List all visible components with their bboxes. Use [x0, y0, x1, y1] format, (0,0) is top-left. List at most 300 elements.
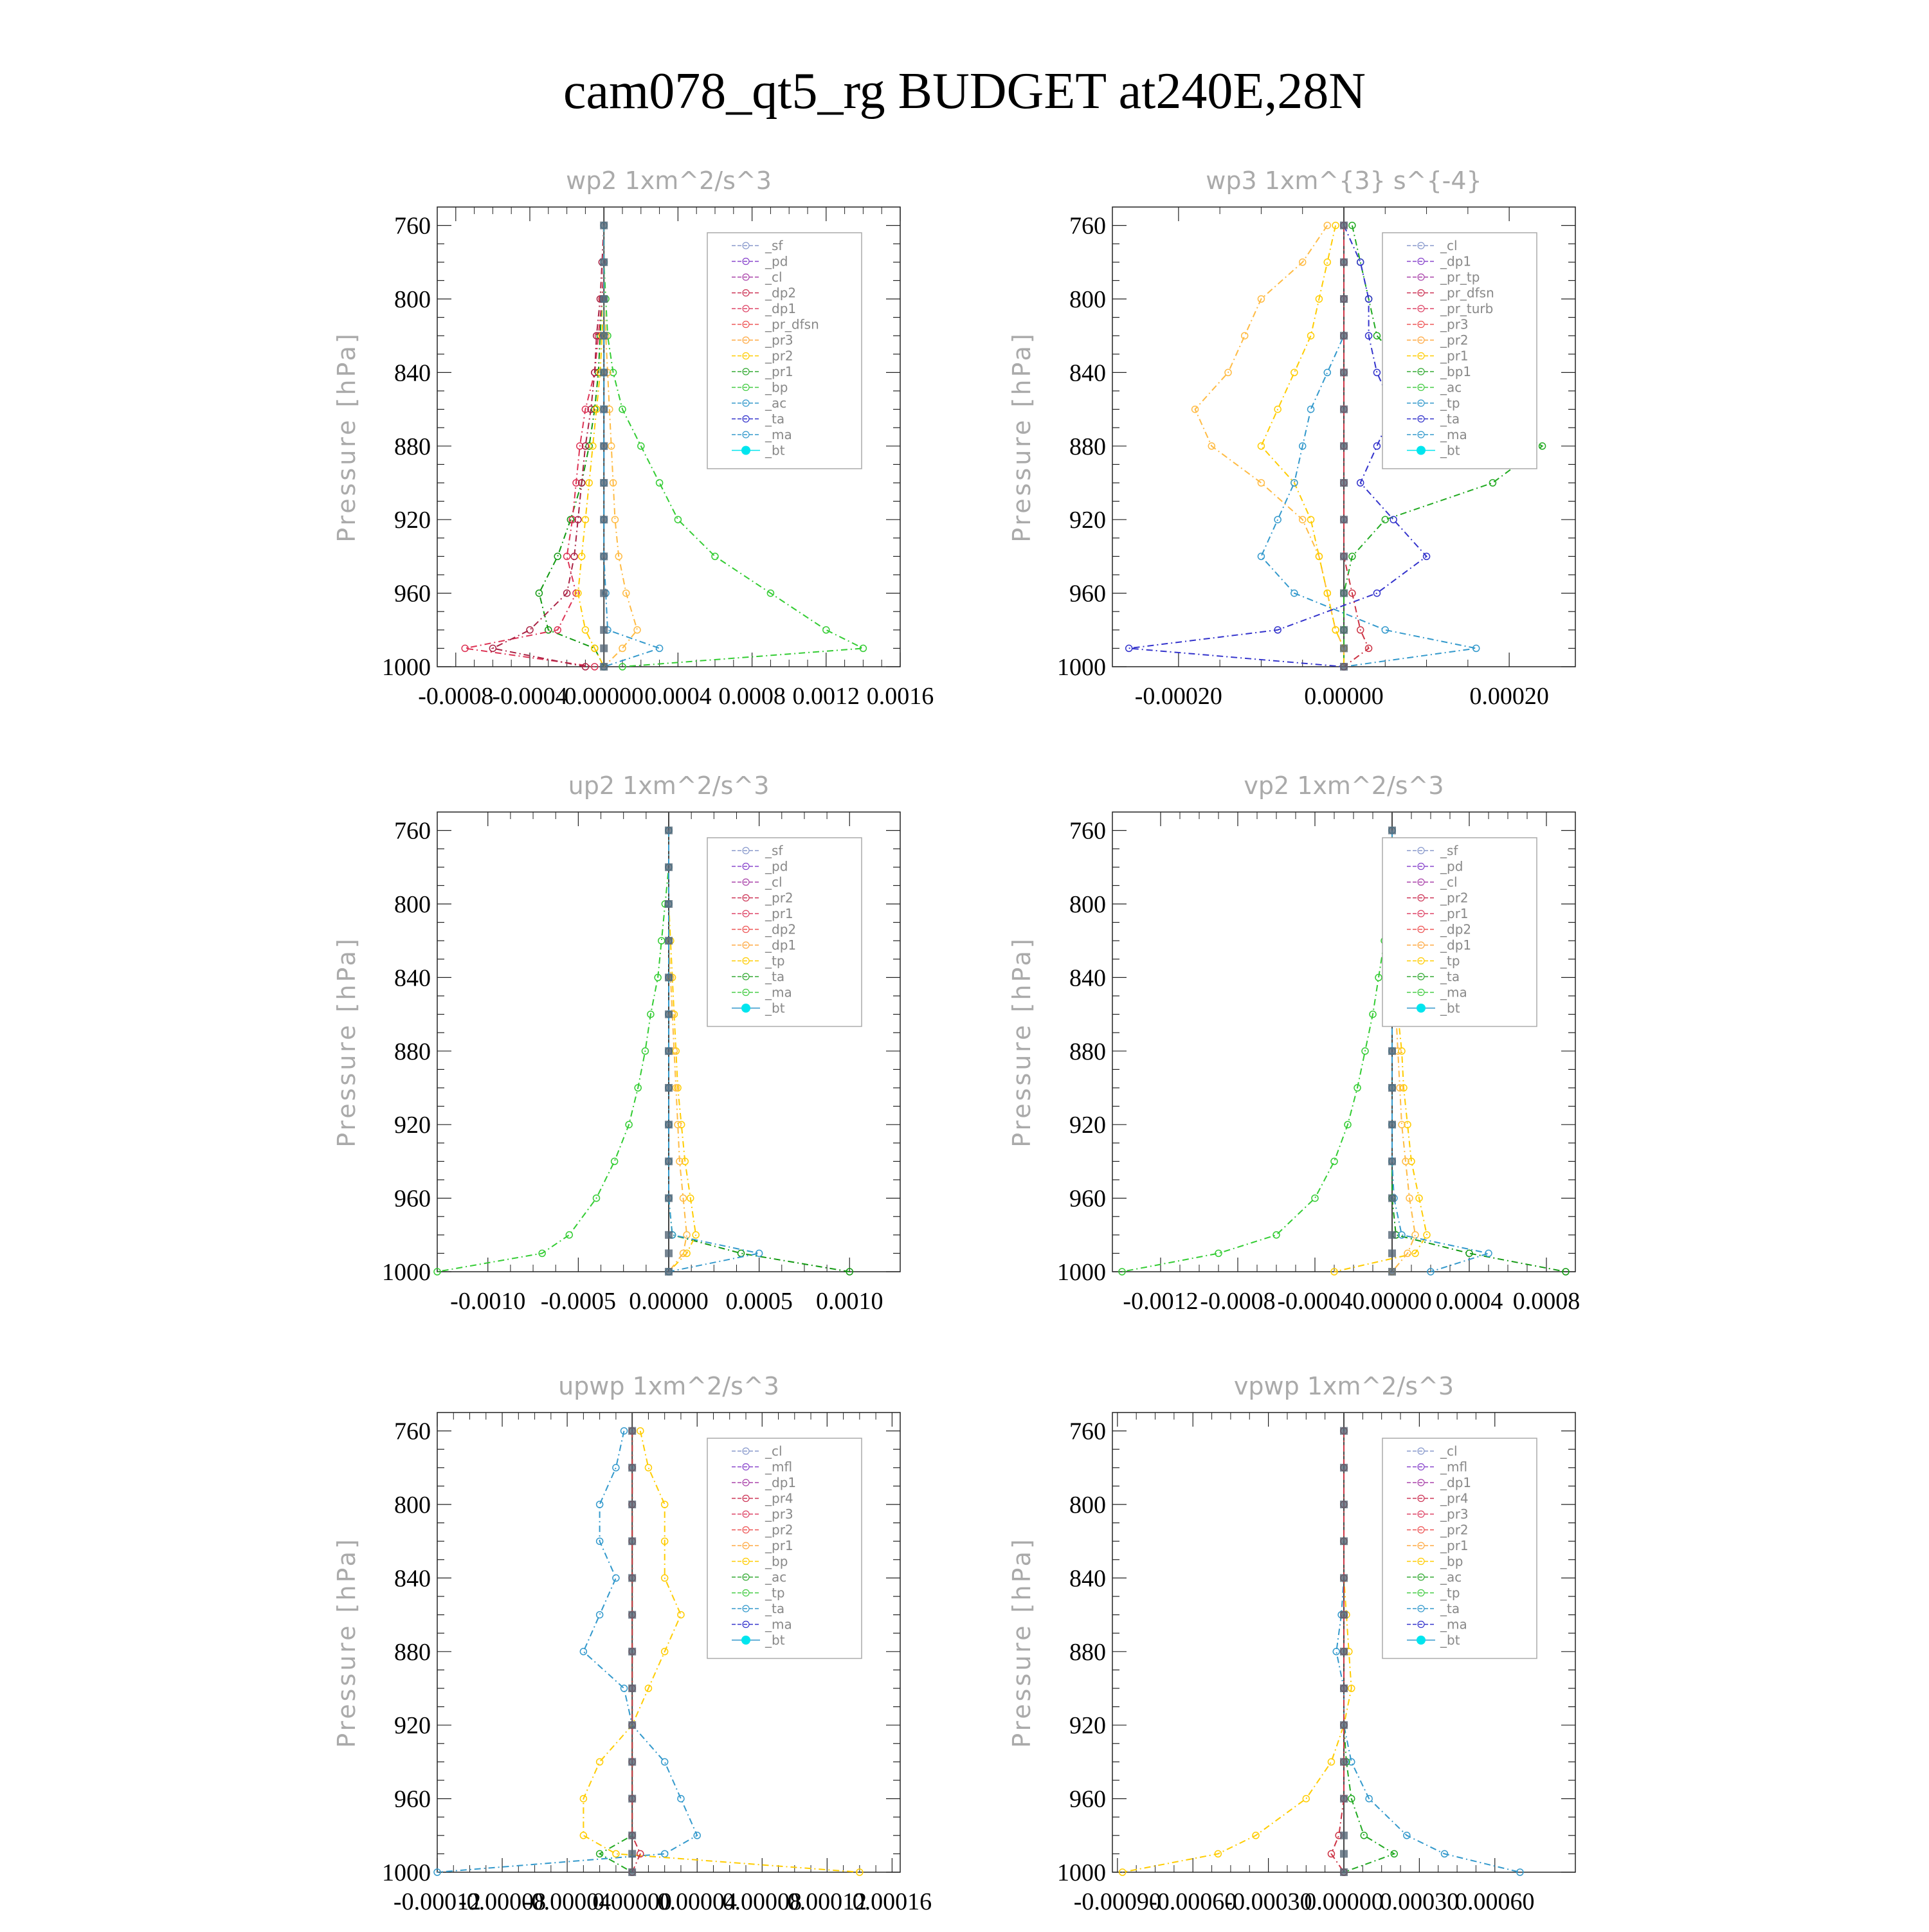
zero-marker	[1340, 1832, 1348, 1839]
legend-entry: _sf	[765, 238, 783, 253]
zero-marker	[1340, 332, 1348, 339]
legend-entry: _pr4	[1440, 1490, 1469, 1506]
legend-entry: _pr4	[765, 1490, 793, 1506]
legend-entry: _pr2	[765, 1522, 793, 1538]
legend-entry: _pr1	[1440, 906, 1469, 921]
zero-marker	[600, 295, 608, 303]
y-axis-label: Pressure [hPa]	[332, 936, 361, 1148]
y-tick-label: 1000	[382, 1259, 431, 1286]
chart-panel-4	[1008, 772, 1580, 1315]
zero-marker	[1340, 1464, 1348, 1472]
data-point	[1390, 516, 1397, 523]
zero-marker	[665, 1268, 673, 1276]
data-point	[1485, 1250, 1492, 1256]
panel-title: wp2 1xm^2/s^3	[566, 167, 772, 195]
legend-entry: _pr1	[765, 906, 793, 921]
y-tick-label: 880	[394, 1038, 431, 1065]
x-tick-label: 0.0010	[816, 1288, 883, 1315]
chart-panel-1	[332, 167, 934, 710]
legend-marker	[741, 1004, 750, 1013]
zero-marker	[1388, 1231, 1396, 1239]
legend-entry: _dp1	[1440, 937, 1472, 953]
legend-entry: _pd	[765, 858, 788, 874]
zero-marker	[628, 1832, 636, 1839]
legend-entry: _ma	[1440, 427, 1467, 442]
zero-marker	[628, 1574, 636, 1582]
data-point	[580, 1832, 586, 1839]
y-tick-label: 880	[1069, 433, 1106, 460]
zero-marker	[1340, 1795, 1348, 1803]
y-tick-label: 840	[1069, 1565, 1106, 1593]
zero-marker	[665, 1084, 673, 1092]
data-point	[1308, 332, 1314, 339]
zero-marker	[665, 1157, 673, 1165]
data-point	[554, 553, 561, 559]
series-line_pr1	[1195, 226, 1344, 667]
zero-marker	[628, 1721, 636, 1729]
legend-entry: _pr3	[1440, 1506, 1469, 1522]
zero-marker	[628, 1868, 636, 1876]
series-line_tp	[437, 1431, 697, 1872]
zero-marker	[628, 1648, 636, 1656]
data-point	[1331, 1158, 1337, 1164]
zero-marker	[1340, 1574, 1348, 1582]
y-tick-label: 800	[394, 891, 431, 918]
y-axis-label: Pressure [hPa]	[332, 1537, 361, 1748]
y-tick-label: 920	[1069, 1112, 1106, 1139]
y-tick-label: 800	[394, 1492, 431, 1519]
legend-entry: _pr1	[765, 364, 793, 379]
y-tick-label: 840	[394, 359, 431, 387]
data-point	[1274, 516, 1281, 523]
x-tick-label: 0.00000	[1352, 1288, 1432, 1315]
data-point	[1324, 369, 1330, 375]
legend-entry: _dp2	[765, 285, 797, 301]
zero-marker	[1340, 258, 1348, 266]
zero-marker	[1340, 1758, 1348, 1765]
legend-entry: _pd	[1440, 858, 1463, 874]
x-tick-label: 0.00000	[1304, 1888, 1384, 1915]
x-tick-label: 0.0008	[1512, 1288, 1580, 1315]
panel-title: wp3 1xm^{3} s^{-4}	[1206, 167, 1482, 195]
y-tick-label: 880	[1069, 1038, 1106, 1065]
legend-entry: _bt	[765, 1632, 785, 1648]
legend-entry: _bt	[1440, 442, 1460, 458]
zero-marker	[1340, 663, 1348, 671]
legend-entry: _tp	[1440, 953, 1460, 969]
data-point	[613, 1850, 619, 1857]
y-tick-label: 960	[394, 1185, 431, 1213]
zero-marker	[600, 368, 608, 376]
zero-marker	[1340, 1427, 1348, 1435]
data-point	[1489, 480, 1496, 486]
page-title: cam078_qt5_rg BUDGET at240E,28N	[563, 63, 1366, 120]
legend-entry: _pr1	[765, 1538, 793, 1553]
data-point	[1242, 332, 1248, 339]
zero-marker	[1340, 368, 1348, 376]
zero-marker	[628, 1758, 636, 1765]
zero-marker	[665, 1121, 673, 1128]
legend-entry: _bp1	[1440, 364, 1472, 379]
y-tick-label: 760	[1069, 817, 1106, 845]
data-point	[634, 627, 640, 633]
data-point	[684, 1232, 690, 1238]
y-tick-label: 1000	[1057, 1259, 1106, 1286]
zero-marker	[600, 590, 608, 597]
zero-marker	[600, 258, 608, 266]
legend-entry: _dp1	[1440, 253, 1472, 269]
series-line_bp	[600, 1431, 633, 1872]
zero-marker	[1340, 1537, 1348, 1545]
legend-entry: _ma	[765, 1616, 792, 1632]
data-point	[678, 1796, 684, 1802]
zero-marker	[1388, 1195, 1396, 1202]
data-point	[597, 1612, 603, 1618]
data-point	[738, 1250, 745, 1256]
legend-marker	[741, 446, 750, 455]
data-point	[1258, 443, 1264, 449]
data-point	[657, 480, 663, 486]
legend-marker	[1417, 1004, 1426, 1013]
zero-marker	[665, 863, 673, 871]
data-point	[611, 1158, 618, 1164]
y-tick-label: 840	[1069, 964, 1106, 992]
x-tick-label: -0.0008	[418, 683, 494, 710]
x-tick-label: 0.00012	[787, 1888, 867, 1915]
y-tick-label: 840	[394, 1565, 431, 1593]
y-tick-label: 960	[394, 580, 431, 608]
data-point	[1373, 443, 1380, 449]
y-tick-label: 880	[1069, 1638, 1106, 1666]
legend-entry: _ma	[765, 427, 792, 442]
legend-entry: _pr_dfsn	[765, 316, 819, 332]
legend-entry: _bp	[1440, 1553, 1463, 1569]
chart-panel-3	[332, 772, 900, 1315]
y-tick-label: 880	[394, 433, 431, 460]
zero-marker	[600, 663, 608, 671]
y-tick-label: 960	[1069, 1785, 1106, 1813]
zero-marker	[600, 442, 608, 450]
x-tick-label: -0.00090	[1073, 1888, 1161, 1915]
x-tick-label: -0.0012	[1123, 1288, 1199, 1315]
y-tick-label: 800	[1069, 286, 1106, 313]
y-tick-label: 1000	[382, 654, 431, 681]
data-point	[566, 1232, 572, 1238]
data-point	[613, 1465, 619, 1471]
zero-marker	[1340, 222, 1348, 230]
legend-entry: _pr_tp	[1440, 269, 1480, 285]
legend-entry: _bp	[765, 379, 788, 395]
zero-marker	[1388, 1084, 1396, 1092]
y-axis-label: Pressure [hPa]	[1008, 1537, 1036, 1748]
legend-entry: _ma	[1440, 984, 1467, 1000]
series-line_ta	[1129, 226, 1427, 667]
y-axis-label: Pressure [hPa]	[1008, 936, 1036, 1148]
x-tick-label: 0.00060	[1455, 1888, 1535, 1915]
legend-entry: _pr2	[765, 348, 793, 364]
x-tick-label: -0.00008	[458, 1888, 547, 1915]
legend-entry: _ta	[765, 969, 785, 984]
data-point	[678, 1612, 684, 1618]
chart-panel-2	[1008, 167, 1575, 710]
legend-entry: _pr3	[765, 1506, 793, 1522]
y-tick-label: 960	[394, 1785, 431, 1813]
data-point	[621, 1685, 628, 1692]
data-point	[1361, 1832, 1367, 1839]
data-point	[1382, 516, 1388, 523]
x-tick-label: -0.0005	[540, 1288, 616, 1315]
x-tick-label: 0.0016	[866, 683, 934, 710]
x-tick-label: 0.0012	[792, 683, 860, 710]
zero-marker	[600, 406, 608, 413]
data-point	[611, 516, 618, 523]
x-tick-label: 0.00030	[1379, 1888, 1460, 1915]
legend-entry: _ma	[1440, 1616, 1467, 1632]
zero-marker	[628, 1684, 636, 1692]
legend-entry: _cl	[765, 874, 783, 890]
y-tick-label: 1000	[1057, 654, 1106, 681]
zero-marker	[600, 552, 608, 560]
legend-entry: _dp2	[765, 921, 797, 937]
data-point	[597, 1758, 603, 1765]
zero-marker	[1340, 406, 1348, 413]
zero-marker	[600, 626, 608, 634]
legend-entry: _bp	[765, 1553, 788, 1569]
y-tick-label: 800	[394, 286, 431, 313]
x-tick-label: -0.00060	[1149, 1888, 1237, 1915]
legend-entry: _dp2	[1440, 921, 1472, 937]
y-tick-label: 920	[1069, 507, 1106, 534]
x-tick-label: -0.0010	[450, 1288, 526, 1315]
x-tick-label: 0.00020	[1469, 683, 1549, 710]
data-point	[675, 516, 681, 523]
y-tick-label: 760	[394, 817, 431, 845]
x-tick-label: 0.00008	[722, 1888, 802, 1915]
panel-title: up2 1xm^2/s^3	[568, 772, 770, 800]
data-point	[597, 1501, 603, 1508]
x-tick-label: 0.00000	[629, 1288, 709, 1315]
y-tick-label: 920	[394, 507, 431, 534]
y-tick-label: 760	[1069, 212, 1106, 240]
zero-marker	[1388, 1249, 1396, 1257]
legend-entry: _ta	[1440, 411, 1460, 427]
zero-marker	[1340, 1721, 1348, 1729]
legend-entry: _ac	[1440, 379, 1462, 395]
panel-title: vpwp 1xm^2/s^3	[1233, 1372, 1454, 1400]
zero-marker	[1388, 1157, 1396, 1165]
legend-entry: _pr1	[1440, 348, 1469, 364]
data-point	[613, 1575, 619, 1581]
data-point	[1373, 332, 1380, 339]
legend-entry: _tp	[1440, 395, 1460, 411]
data-point	[1273, 1232, 1280, 1238]
zero-marker	[1340, 1850, 1348, 1857]
legend-entry: _cl	[1440, 238, 1458, 253]
x-tick-label: 0.00000	[1304, 683, 1384, 710]
zero-marker	[1388, 827, 1396, 835]
zero-marker	[600, 644, 608, 652]
legend-entry: _pr3	[1440, 316, 1469, 332]
y-tick-label: 840	[394, 964, 431, 992]
data-point	[712, 553, 718, 559]
legend-entry: _cl	[1440, 1443, 1458, 1459]
data-point	[1291, 369, 1298, 375]
legend-entry: _bt	[765, 442, 785, 458]
zero-marker	[1340, 626, 1348, 634]
legend-entry: _pr1	[1440, 1538, 1469, 1553]
x-tick-label: -0.0004	[1277, 1288, 1353, 1315]
zero-marker	[665, 973, 673, 981]
zero-marker	[600, 516, 608, 523]
data-point	[580, 1648, 586, 1655]
x-tick-label: -0.00030	[1224, 1888, 1312, 1915]
x-tick-label: 0.00000	[564, 683, 644, 710]
zero-marker	[665, 937, 673, 944]
zero-marker	[1340, 590, 1348, 597]
zero-marker	[1388, 1121, 1396, 1128]
legend-entry: _tp	[1440, 1585, 1460, 1601]
series-line_dp2	[493, 226, 604, 667]
x-tick-label: 0.00000	[592, 1888, 672, 1915]
data-point	[657, 645, 663, 651]
data-point	[1258, 553, 1264, 559]
y-tick-label: 760	[1069, 1418, 1106, 1445]
zero-marker	[665, 1011, 673, 1018]
zero-marker	[628, 1501, 636, 1508]
zero-marker	[1340, 295, 1348, 303]
legend-entry: _ma	[765, 984, 792, 1000]
x-tick-label: -0.0008	[1200, 1288, 1276, 1315]
y-axis-label: Pressure [hPa]	[332, 331, 361, 543]
data-point	[645, 1465, 651, 1471]
y-tick-label: 920	[1069, 1712, 1106, 1740]
chart-panel-5	[332, 1372, 932, 1915]
zero-marker	[628, 1611, 636, 1619]
series-line_pr3	[604, 226, 637, 667]
zero-marker	[665, 1195, 673, 1202]
x-tick-label: 0.00016	[852, 1888, 932, 1915]
zero-marker	[628, 1427, 636, 1435]
y-tick-label: 760	[394, 1418, 431, 1445]
zero-marker	[665, 827, 673, 835]
zero-marker	[1340, 479, 1348, 487]
y-tick-label: 1000	[1057, 1859, 1106, 1886]
y-tick-label: 920	[394, 1712, 431, 1740]
legend-entry: _ta	[1440, 969, 1460, 984]
series-line_ac	[604, 226, 659, 667]
y-tick-label: 800	[1069, 1492, 1106, 1519]
legend-entry: _ac	[765, 1569, 787, 1585]
legend-entry: _dp1	[765, 937, 797, 953]
legend-entry: _cl	[1440, 874, 1458, 890]
legend-marker	[1417, 1636, 1426, 1645]
data-point	[658, 937, 665, 944]
legend-marker	[741, 1636, 750, 1645]
zero-marker	[665, 1249, 673, 1257]
y-tick-label: 920	[394, 1112, 431, 1139]
panel-title: upwp 1xm^2/s^3	[558, 1372, 779, 1400]
zero-marker	[628, 1464, 636, 1472]
panel-title: vp2 1xm^2/s^3	[1244, 772, 1444, 800]
legend-entry: _ac	[765, 395, 787, 411]
x-tick-label: 0.00004	[657, 1888, 737, 1915]
legend-entry: _pr2	[1440, 332, 1469, 348]
zero-marker	[1340, 552, 1348, 560]
data-point	[586, 443, 592, 449]
data-point	[1312, 1195, 1318, 1202]
legend-entry: _cl	[765, 269, 783, 285]
legend-marker	[1417, 446, 1426, 455]
legend-entry: _dp1	[765, 1475, 797, 1490]
legend-entry: _pr_dfsn	[1440, 285, 1494, 301]
zero-marker	[1388, 1268, 1396, 1276]
data-point	[1328, 1758, 1334, 1765]
legend-entry: _mfl	[765, 1459, 793, 1475]
y-tick-label: 960	[1069, 580, 1106, 608]
zero-marker	[628, 1795, 636, 1803]
legend-entry: _pr3	[765, 332, 793, 348]
x-tick-label: 0.0004	[644, 683, 712, 710]
legend-entry: _pr2	[1440, 890, 1469, 906]
legend-entry: _dp1	[765, 301, 797, 316]
legend-entry: _bt	[765, 1000, 785, 1016]
x-tick-label: -0.00004	[523, 1888, 611, 1915]
zero-marker	[665, 1047, 673, 1055]
data-point	[662, 1758, 668, 1765]
data-point	[1373, 369, 1380, 375]
x-tick-label: 0.0004	[1435, 1288, 1503, 1315]
legend-entry: _pr2	[765, 890, 793, 906]
zero-marker	[665, 1231, 673, 1239]
zero-marker	[1340, 1611, 1348, 1619]
zero-marker	[628, 1537, 636, 1545]
legend-entry: _sf	[765, 843, 783, 858]
zero-marker	[600, 222, 608, 230]
legend-entry: _mfl	[1440, 1459, 1468, 1475]
legend-entry: _tp	[765, 1585, 785, 1601]
x-tick-label: 0.0005	[725, 1288, 793, 1315]
y-tick-label: 960	[1069, 1185, 1106, 1213]
y-tick-label: 1000	[382, 1859, 431, 1886]
data-point	[1333, 1648, 1339, 1655]
legend-entry: _ta	[1440, 1601, 1460, 1616]
x-tick-label: -0.00012	[393, 1888, 482, 1915]
data-point	[619, 645, 626, 651]
legend-entry: _tp	[765, 953, 785, 969]
legend-entry: _dp1	[1440, 1475, 1472, 1490]
zero-marker	[1340, 1684, 1348, 1692]
y-tick-label: 840	[1069, 359, 1106, 387]
data-point	[527, 627, 533, 633]
data-point	[823, 627, 829, 633]
zero-marker	[1388, 1047, 1396, 1055]
zero-marker	[1340, 516, 1348, 523]
data-point	[1258, 480, 1264, 486]
data-point	[1308, 406, 1314, 413]
y-tick-label: 800	[1069, 891, 1106, 918]
legend-entry: _pd	[765, 253, 788, 269]
zero-marker	[1340, 1648, 1348, 1656]
series-line_dp1	[437, 831, 669, 1272]
legend-entry: _sf	[1440, 843, 1458, 858]
data-point	[1412, 1232, 1418, 1238]
zero-marker	[665, 900, 673, 908]
legend-entry: _cl	[765, 1443, 783, 1459]
zero-marker	[1340, 442, 1348, 450]
legend-entry: _bt	[1440, 1632, 1460, 1648]
zero-marker	[628, 1850, 636, 1857]
data-point	[662, 1501, 668, 1508]
